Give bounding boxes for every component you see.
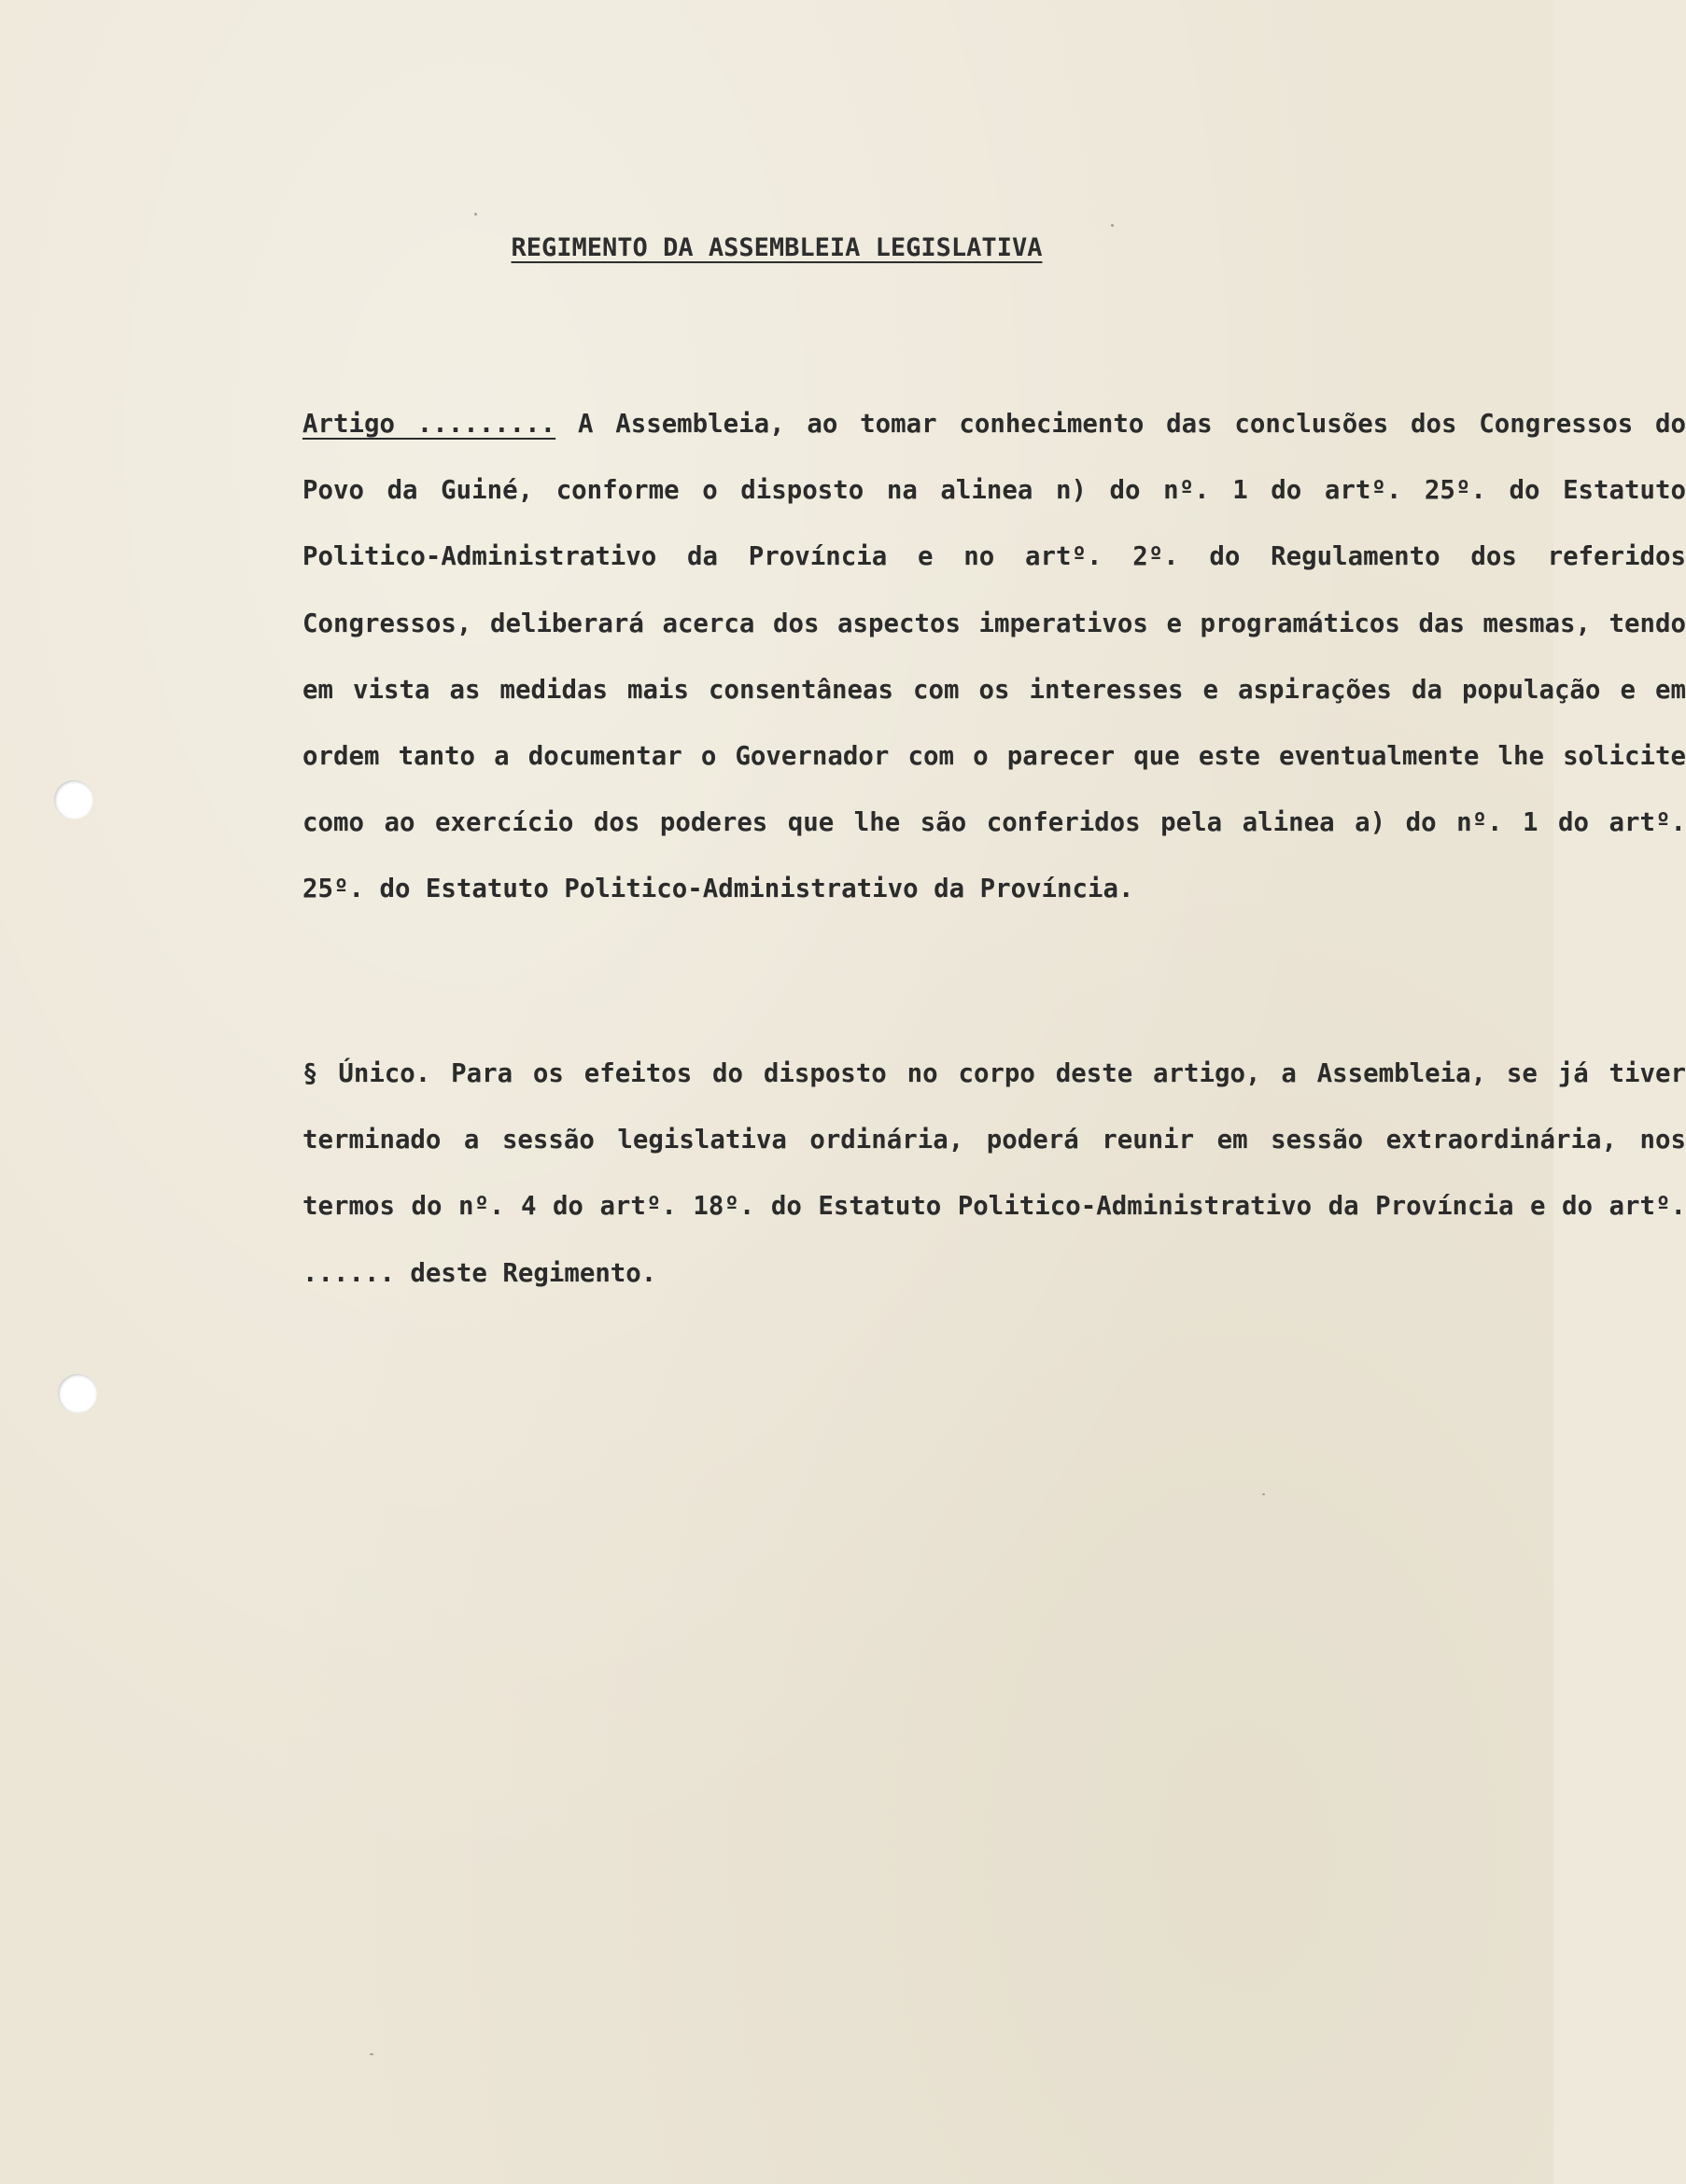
punch-hole: [54, 780, 93, 819]
article-label: Artigo .........: [302, 410, 556, 439]
paper-speck: [370, 2053, 373, 2055]
punch-hole: [58, 1374, 97, 1413]
article-paragraph: [157, 391, 1686, 923]
document-title: REGIMENTO DA ASSEMBLEIA LEGISLATIVA: [511, 233, 1043, 262]
article-text: A Assembleia, ao tomar conhecimento das conclusões dos Congressos do Povo da Guiné, conforme o disposto na alinea n) do nº. 1 do artº. 25º. do Estatuto Politico-Administrativo da Província e no artº. 2º. do Regulamento dos referidos Congressos, deliberará acerca dos aspectos imperativos e programáticos das mesmas, tendo em vista as medidas mais consentâneas com os interesses e aspirações da população e em ordem tanto a documentar o Governador com o parecer que este eventualmente lhe solicite como ao exercício dos poderes que lhe são conferidos pela alinea a) do nº. 1 do artº. 25º. do Estatuto Politico-Administrativo da Província.: [302, 410, 1686, 904]
paper-speck: [1262, 1493, 1265, 1495]
paper-speck: [1111, 224, 1114, 227]
paragraph-unico: § Único. Para os efeitos do disposto no corpo deste artigo, a Assembleia, se já tiver terminado a sessão legislativa ordinária, poderá reunir em sessão extraordinária, nos termos do nº. 4 do artº. 18º. do Estatuto Politico-Administrativo da Província e do artº. ...... deste Regimento.: [302, 1059, 1686, 1288]
paper-speck: [474, 213, 477, 216]
